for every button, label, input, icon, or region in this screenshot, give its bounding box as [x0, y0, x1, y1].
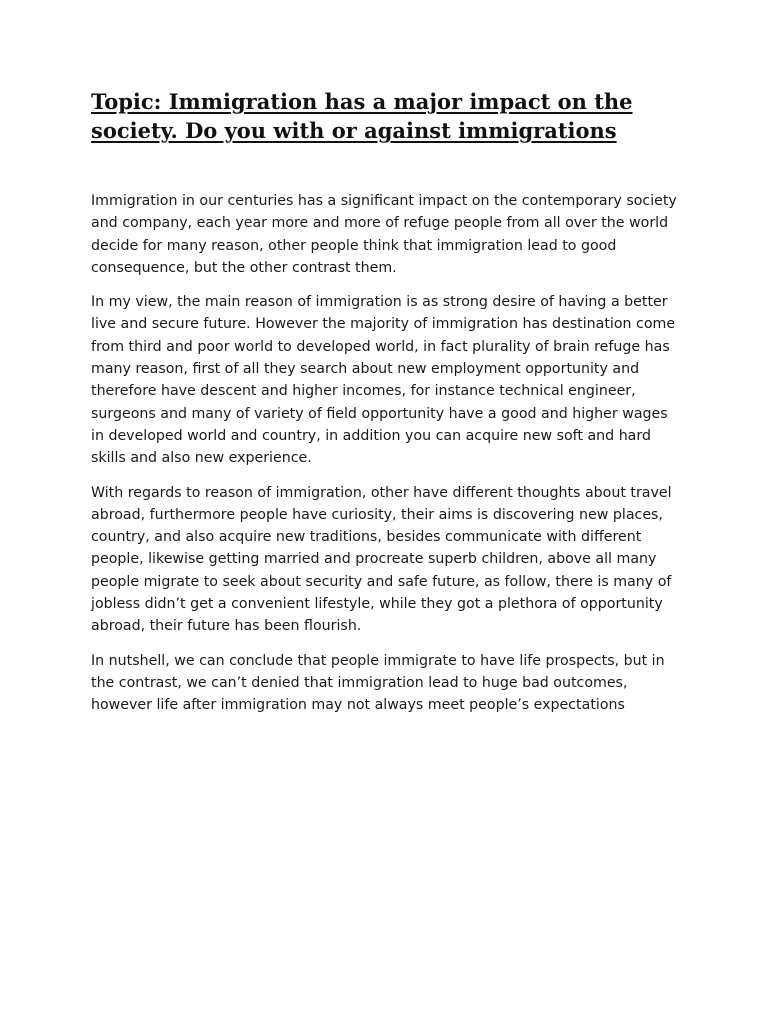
paragraph-reasons: With regards to reason of immigration, other have different thoughts about travel abroad, furthermore people have curiosity, their aims is discovering new places, country, and also acquire new traditions, besides communicate with different people, likewise getting married and procreate superb children, above all many people migrate to seek about security and safe future, as follow, there is many of jobless didn’t get a convenient lifestyle, while they got a plethora of opportunity abroad, their future has been flourish.	[91, 484, 672, 635]
paragraph-conclusion: In nutshell, we can conclude that people immigrate to have life prospects, but in the contrast, we can’t denied that immigration lead to huge bad outcomes, however life after immigration may not always meet people’s expectations	[91, 652, 665, 714]
document-body	[91, 190, 681, 729]
paragraph-intro: Immigration in our centuries has a significant impact on the contemporary society and company, each year more and more of refuge people from all over the world decide for many reason, other people think that immigration lead to good consequence, but the other contrast them.	[91, 193, 677, 276]
document-title: Topic: Immigration has a major impact on the society. Do you with or against immigrations	[91, 89, 633, 143]
paragraph-view: In my view, the main reason of immigration is as strong desire of having a better live and secure future. However the majority of immigration has destination come from third and poor world to developed world, in fact plurality of brain refuge has many reason, first of all they search about new employment opportunity and therefore have descent and higher incomes, for instance technical engineer, surgeons and many of variety of field opportunity have a good and higher wages in developed world and country, in addition you can acquire new soft and hard skills and also new experience.	[91, 294, 676, 467]
